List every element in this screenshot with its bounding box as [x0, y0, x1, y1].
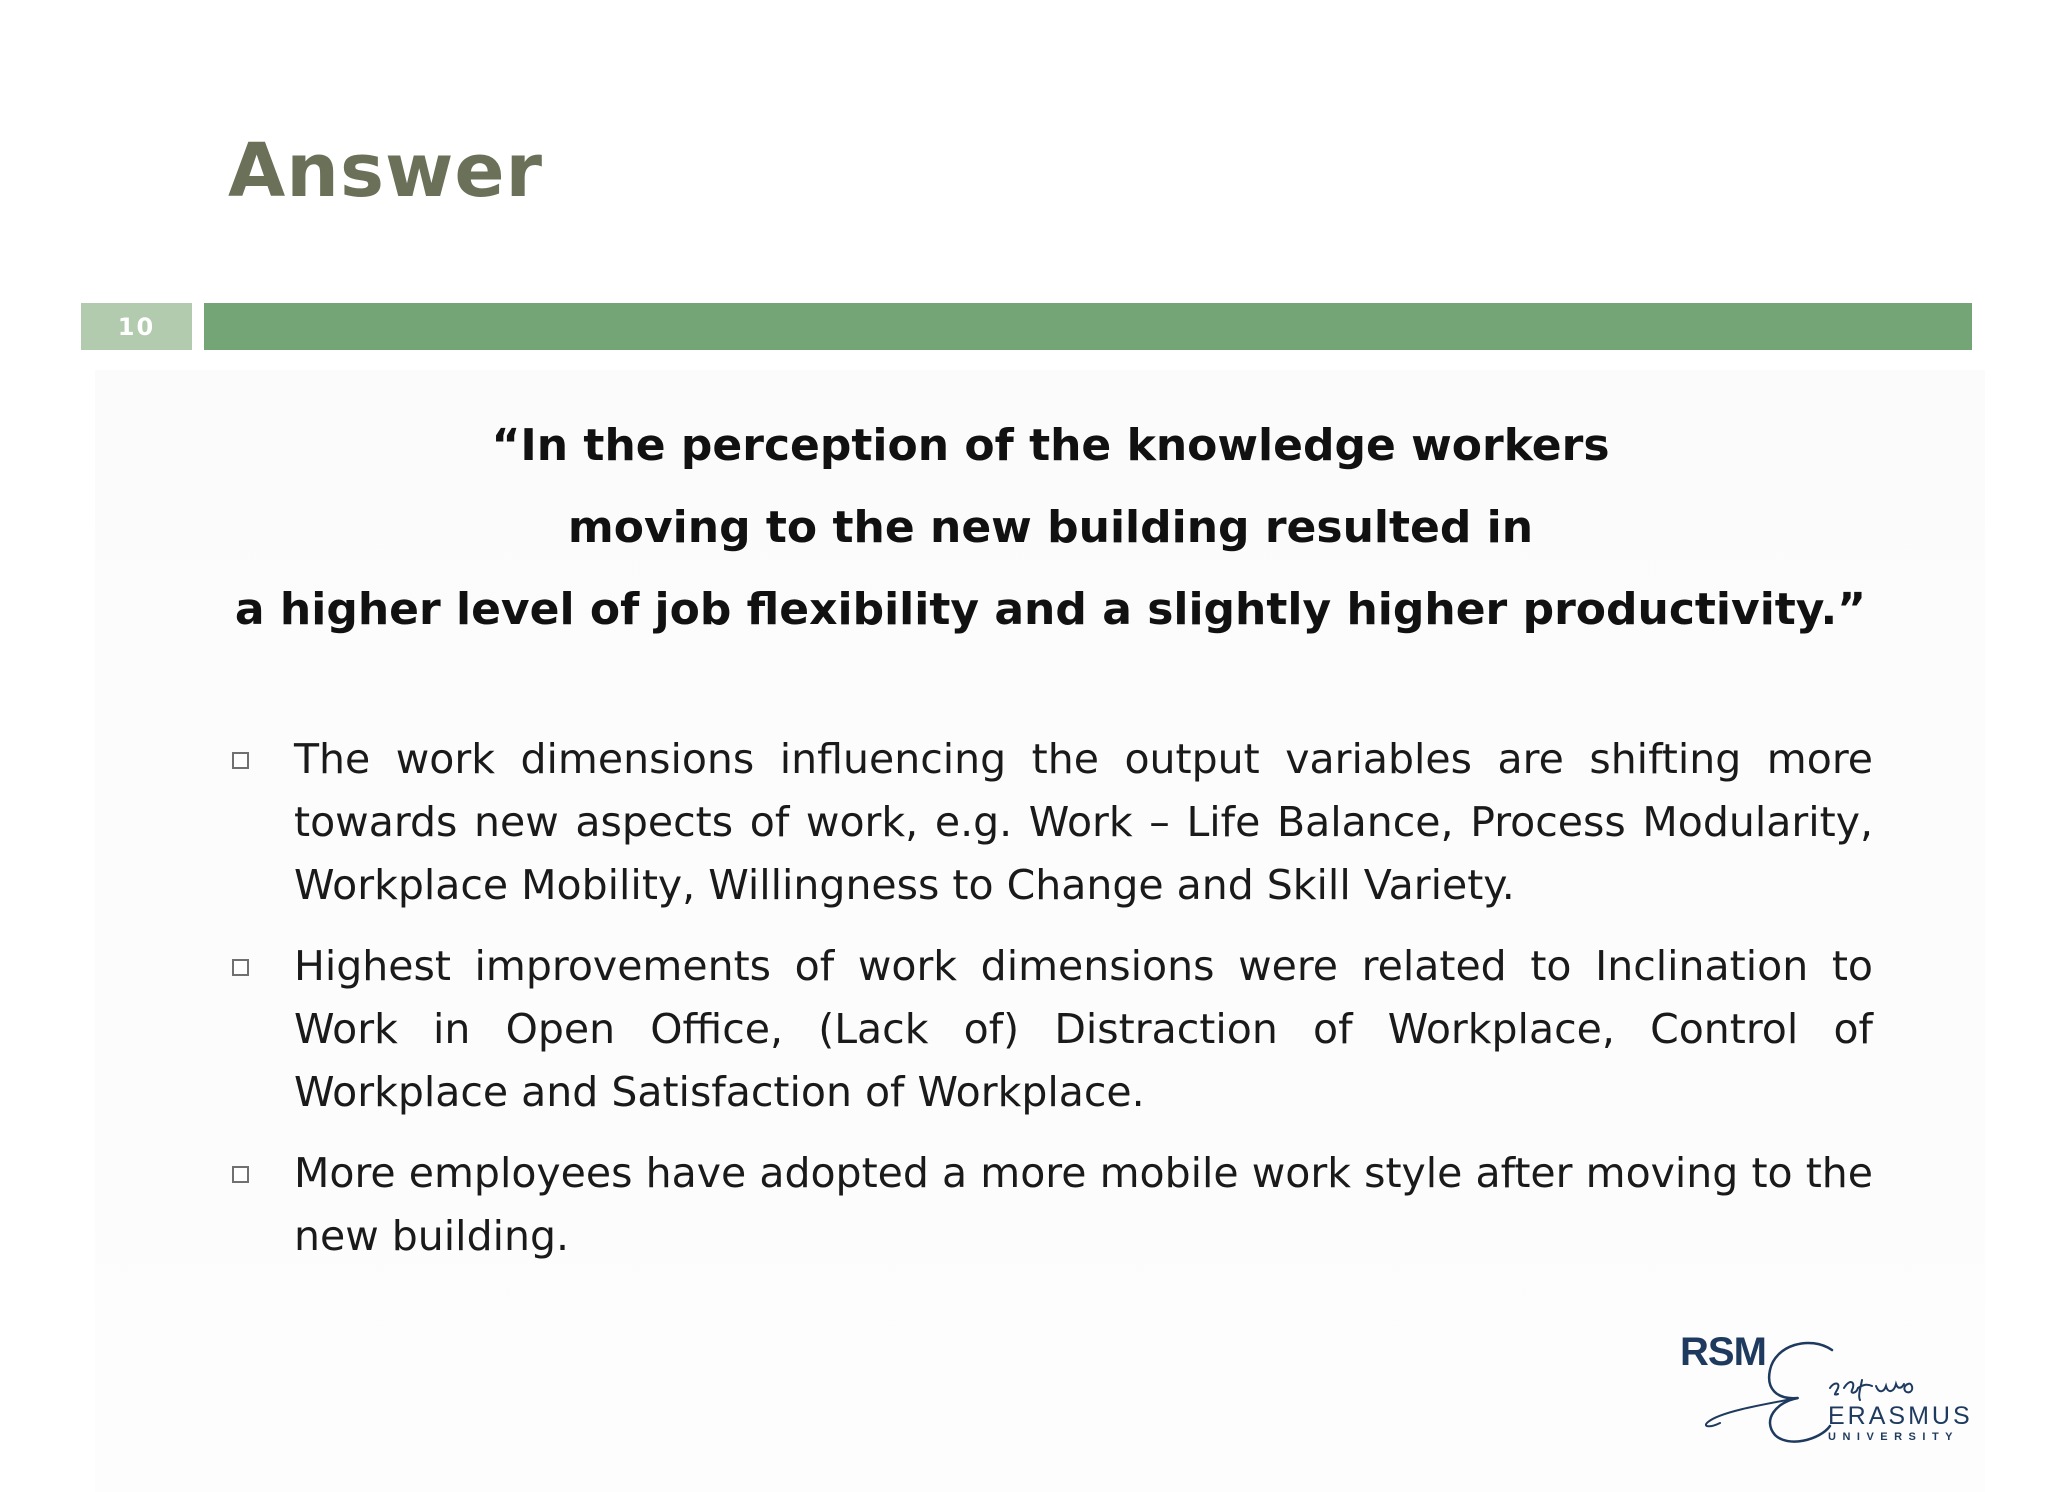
square-bullet-icon	[232, 752, 249, 769]
logo-rsm-text: RSM	[1680, 1330, 1766, 1374]
square-bullet-icon	[232, 1166, 249, 1183]
bullet-list	[228, 728, 1873, 1286]
bullet-text: More employees have adopted a more mobile work style after moving to the new building.	[294, 1149, 1873, 1260]
logo-erasmus-text: ERASMUS	[1828, 1402, 1973, 1430]
bullet-item	[228, 1142, 1873, 1268]
rsm-erasmus-logo	[1680, 1330, 1973, 1450]
bullet-text: Highest improvements of work dimensions were related to Inclination to Work in Open Office, (Lack of) Distraction of Workplace, Control of Workplace and Satisfaction of Workplace.	[294, 942, 1873, 1116]
quote-line: “In the perception of the knowledge workers	[491, 420, 1610, 471]
quote-block	[228, 405, 1873, 651]
square-bullet-icon	[232, 959, 249, 976]
bullet-item	[228, 935, 1873, 1124]
logo-university-text: UNIVERSITY	[1828, 1431, 1960, 1443]
bullet-item	[228, 728, 1873, 917]
title-divider-bar	[204, 303, 1972, 350]
quote-line: a higher level of job flexibility and a slightly higher productivity.”	[234, 584, 1867, 635]
slide-title: Answer	[228, 128, 544, 214]
bullet-text: The work dimensions influencing the output variables are shifting more towards new aspects of work, e.g. Work – Life Balance, Process Modularity, Workplace Mobility, Willingness to Change and Skill Variety.	[294, 735, 1873, 909]
quote-line: moving to the new building resulted in	[567, 502, 1534, 553]
page-number: 10	[117, 312, 156, 341]
page-number-box	[81, 303, 192, 350]
